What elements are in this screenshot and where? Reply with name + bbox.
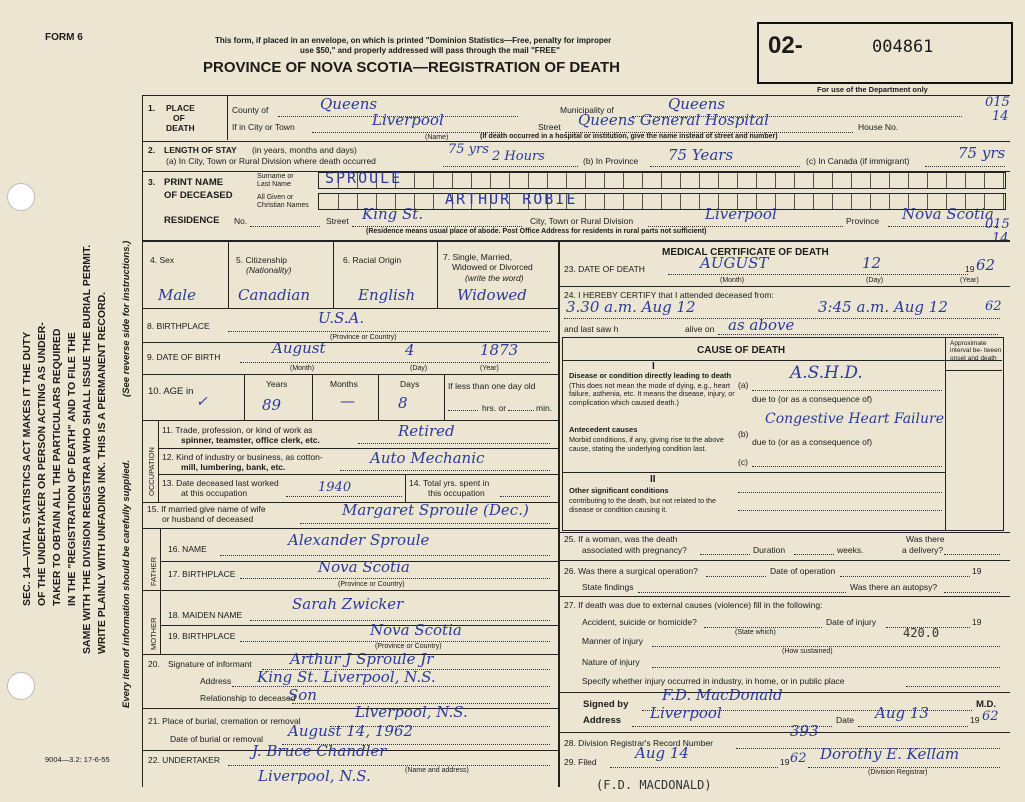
trade-label: spinner, teamster, office clerk, etc. (181, 435, 320, 445)
surname-field (318, 169, 1006, 189)
age-minutes-label: min. (536, 403, 553, 413)
name-caption: (Name) (425, 134, 449, 141)
spouse-label: or husband of deceased (162, 514, 254, 524)
municipality-label: Municipality of (560, 105, 614, 115)
mother-maiden-label: 18. MAIDEN NAME (168, 610, 243, 620)
letter-cell-divider (680, 194, 681, 209)
antecedent-label: Antecedent causes (569, 425, 638, 434)
department-use-label: For use of the Department only (817, 85, 928, 94)
father-birthplace-label: 17. BIRTHPLACE (168, 569, 236, 579)
informant-address-label: Address (200, 676, 232, 686)
letter-cell-divider (490, 173, 491, 188)
attended-to: 3:45 a.m. Aug 12 (818, 298, 948, 316)
residence-province-value: Nova Scotia (902, 205, 994, 223)
delivery-label: Was there (906, 534, 945, 544)
birthplace-label: 8. BIRTHPLACE (147, 321, 210, 331)
age-years-label: Years (266, 379, 288, 389)
place-label: DEATH (166, 123, 195, 133)
filed-date: Aug 14 (635, 744, 689, 762)
letter-cell-divider (718, 173, 719, 188)
father-birthplace-caption: (Province or Country) (338, 581, 405, 588)
informant-relationship-label: Relationship to deceased (200, 693, 296, 703)
surname-value: SPROULE (325, 169, 403, 187)
cause-a-value: A.S.H.D. (790, 363, 863, 383)
envelope-note: use $50," and properly addressed will pass through the mail "FREE" (300, 46, 560, 55)
findings-label: State findings (582, 582, 634, 592)
residence-city-label: City, Town or Rural Division (530, 216, 634, 226)
letter-cell-divider (471, 173, 472, 188)
residence-city-value: Liverpool (705, 205, 777, 223)
signed-by-label: Signed by (583, 699, 629, 710)
stay-b-value: 75 Years (668, 146, 734, 164)
age-days-value: 8 (398, 394, 408, 412)
letter-cell-divider (661, 173, 662, 188)
informant-signature-label: Signature of informant (168, 659, 252, 669)
dob-month: August (272, 339, 326, 357)
registration-number: 004861 (872, 37, 934, 57)
mother-birthplace-value: Nova Scotia (370, 621, 462, 639)
letter-cell-divider (832, 173, 833, 188)
attended-year: 62 (985, 299, 1002, 314)
sex-value: Male (158, 286, 196, 304)
marital-label: Widowed or Divorced (452, 262, 533, 272)
burial-place-label: 21. Place of burial, cremation or removal (148, 716, 301, 726)
letter-cell-divider (661, 194, 662, 209)
letter-cell-divider (642, 173, 643, 188)
place-note: (If death occurred in a hospital or institution, give the name instead of street and number) (480, 133, 778, 140)
letter-cell-divider (1003, 173, 1004, 188)
residence-no-label: No. (234, 216, 248, 226)
year-caption: (Year) (960, 277, 979, 284)
letter-cell-divider (699, 173, 700, 188)
pregnancy-label: associated with pregnancy? (582, 545, 687, 555)
trade-label: 11. Trade, profession, or kind of work as (162, 425, 313, 435)
letter-cell-divider (870, 194, 871, 209)
manner-label: Manner of injury (582, 636, 643, 646)
dob-year: 1873 (480, 341, 519, 359)
letter-cell-divider (623, 194, 624, 209)
stay-c-label: (c) In Canada (if immigrant) (806, 156, 910, 166)
letter-cell-divider (604, 194, 605, 209)
due-to-label: due to (or as a consequence of) (752, 437, 873, 447)
certify-label: 24. I HEREBY CERTIFY that I attended deceased from: (564, 290, 774, 300)
given-names-label: All Given or (257, 194, 294, 201)
side-instructions: SEC. 14—VITAL STATISTICS ACT MAKES IT THE DUTY (21, 331, 33, 606)
letter-cell-divider (775, 173, 776, 188)
state-which-caption: (State which) (735, 629, 776, 636)
accident-label: Accident, suicide or homicide? (582, 617, 697, 627)
age-days-label: Days (400, 379, 420, 389)
department-code: 14 (992, 231, 1009, 246)
cause-b-label: (b) (738, 429, 749, 439)
stay-a-value-2: 2 Hours (492, 149, 545, 164)
marital-value: Widowed (457, 286, 527, 304)
department-code: 015 (985, 217, 1010, 232)
department-code: 14 (992, 109, 1009, 124)
street-value: Queens General Hospital (578, 111, 769, 129)
letter-cell-divider (585, 173, 586, 188)
death-year: 62 (976, 256, 996, 274)
letter-cell-divider (414, 173, 415, 188)
residence-street-label: Street (326, 216, 349, 226)
md-label: M.D. (976, 699, 997, 710)
year-prefix: 19 (780, 757, 790, 767)
death-day: 12 (862, 254, 882, 272)
letter-cell-divider (889, 173, 890, 188)
city-label: If in City or Town (232, 122, 295, 132)
last-worked-label: 13. Date deceased last worked (162, 478, 279, 488)
residence-note: (Residence means usual place of abode. Post Office Address for residents in rural parts not sufficient) (366, 228, 707, 235)
alive-on-label: alive on (685, 324, 715, 334)
field-number: 2. (148, 145, 156, 155)
informant-relationship: Son (288, 686, 317, 704)
letter-cell-divider (1003, 194, 1004, 209)
month-caption: (Month) (290, 365, 315, 372)
antecedent-note: Morbid conditions, if any, giving rise to the above cause, stating the underlying condition last. (569, 435, 724, 453)
signature-date: Aug 13 (875, 704, 929, 722)
form-label: FORM 6 (45, 32, 83, 43)
street-label: Street (538, 122, 561, 132)
industry-label: 12. Kind of industry or business, as cotton- (162, 452, 323, 462)
letter-cell-divider (566, 173, 567, 188)
burial-place-value: Liverpool, N.S. (355, 703, 468, 721)
side-instructions: WRITE PLAINLY WITH UNFADING INK. THIS IS A PERMANENT RECORD. (96, 291, 108, 654)
filed-year: 62 (790, 751, 807, 766)
letter-cell-divider (851, 194, 852, 209)
dob-label: 9. DATE OF BIRTH (147, 352, 221, 362)
year-caption: (Year) (480, 365, 499, 372)
citizenship-caption: (Nationality) (246, 265, 292, 275)
municipality-value: Queens (668, 95, 726, 113)
year-prefix: 19 (970, 715, 980, 725)
physician-address-label: Address (583, 715, 622, 726)
letter-cell-divider (851, 173, 852, 188)
filed-label: 29. Filed (564, 757, 597, 767)
surname-label: Surname or (257, 173, 294, 180)
attended-from: 3.30 a.m. Aug 12 (566, 298, 696, 316)
birthplace-caption: (Province or Country) (330, 334, 397, 341)
form-title: PROVINCE OF NOVA SCOTIA—REGISTRATION OF DEATH (203, 59, 620, 76)
stay-c-value: 75 yrs (958, 144, 1006, 162)
letter-cell-divider (680, 173, 681, 188)
field-number: 1. (148, 103, 156, 113)
place-label: PLACE (166, 103, 195, 113)
year-prefix: 19 (965, 264, 975, 274)
letter-cell-divider (509, 173, 510, 188)
registration-prefix: 02- (768, 32, 803, 59)
undertaker-address: Liverpool, N.S. (258, 767, 371, 785)
physician-address: Liverpool (650, 704, 722, 722)
mother-maiden-value: Sarah Zwicker (292, 595, 404, 613)
letter-cell-divider (946, 173, 947, 188)
residence-label: RESIDENCE (164, 215, 220, 226)
registrar-signature: Dorothy E. Kellam (820, 745, 960, 763)
operation-date-label: Date of operation (770, 566, 836, 576)
letter-cell-divider (737, 173, 738, 188)
signature-date-label: Date (836, 715, 854, 725)
letter-cell-divider (889, 194, 890, 209)
name-label: PRINT NAME (164, 177, 224, 188)
county-label: County of (232, 105, 269, 115)
spouse-label: 15. If married give name of wife (147, 504, 266, 514)
undertaker-name: J. Bruce Chandler (252, 742, 387, 760)
marital-label: 7. Single, Married, (443, 252, 512, 262)
letter-cell-divider (699, 194, 700, 209)
weeks-label: weeks. (837, 545, 864, 555)
age-label: 10. AGE in (148, 386, 194, 397)
mother-birthplace-label: 19. BIRTHPLACE (168, 631, 236, 641)
side-instructions: IN THE "REGISTRATION OF DEATH" AND TO FILE THE (66, 332, 78, 606)
death-month: AUGUST (700, 254, 769, 272)
other-conditions-note: contributing to the death, but not related to the disease or condition causing it. (569, 496, 717, 514)
given-names-label: Christian Names (257, 202, 309, 209)
delivery-label: a delivery? (902, 545, 944, 555)
age-hours-label: hrs. or (482, 403, 507, 413)
age-under-day-label: If less than one day old (448, 381, 536, 391)
county-value: Queens (320, 95, 378, 113)
year-prefix: 19 (972, 566, 982, 576)
side-instructions: TAKER TO OBTAIN ALL THE PARTICULARS REQUIRED (51, 328, 63, 606)
letter-cell-divider (547, 173, 548, 188)
letter-cell-divider (604, 173, 605, 188)
letter-cell-divider (927, 173, 928, 188)
autopsy-label: Was there an autopsy? (850, 582, 938, 592)
letter-cell-divider (623, 173, 624, 188)
last-worked-value: 1940 (318, 480, 352, 495)
letter-cell-divider (794, 194, 795, 209)
medical-certificate-title: MEDICAL CERTIFICATE OF DEATH (662, 247, 829, 258)
stay-b-label: (b) In Province (583, 156, 639, 166)
cause-b-value: Congestive Heart Failure (765, 411, 945, 427)
residence-street-value: King St. (362, 205, 424, 223)
surname-label: Last Name (257, 181, 291, 188)
age-checkmark: ✓ (196, 394, 208, 410)
pregnancy-label: 25. If a woman, was the death (564, 534, 678, 544)
physician-stamp: (F.D. MACDONALD) (596, 778, 712, 792)
place-label: OF (173, 113, 185, 123)
burial-date-value: August 14, 1962 (288, 722, 414, 740)
total-years-label: this occupation (428, 488, 485, 498)
undertaker-caption: (Name and address) (405, 767, 469, 774)
immediate-cause-label: Disease or condition directly leading to death (569, 371, 732, 380)
letter-cell-divider (433, 173, 434, 188)
letter-cell-divider (357, 194, 358, 209)
letter-cell-divider (452, 173, 453, 188)
how-sustained-caption: (How sustained) (782, 648, 833, 655)
stay-a-label: (a) In City, Town or Rural Division where death occurred (166, 156, 376, 166)
letter-cell-divider (528, 173, 529, 188)
cause-c-label: (c) (738, 457, 748, 467)
letter-cell-divider (433, 194, 434, 209)
stay-a-value: 75 yrs (448, 142, 489, 157)
day-caption: (Day) (410, 365, 428, 372)
citizenship-value: Canadian (238, 286, 311, 304)
record-number: 393 (790, 722, 819, 740)
industry-value: Auto Mechanic (370, 449, 485, 467)
registrar-caption: (Division Registrar) (868, 769, 928, 776)
side-instructions: SAME WITH THE DIVISION REGISTRAR WHO SHALL ISSUE THE BURIAL PERMIT. (81, 244, 93, 654)
interval-label: Approximate interval be- tween onset and death (950, 340, 1002, 362)
letter-cell-divider (908, 173, 909, 188)
form-code: 9004—3.2: 17-6-55 (45, 755, 110, 764)
residence-province-label: Province (846, 216, 880, 226)
last-worked-label: at this occupation (181, 488, 248, 498)
racial-origin-label: 6. Racial Origin (343, 255, 402, 265)
physician-signature: F.D. MacDonald (662, 686, 783, 704)
trade-value: Retired (398, 422, 455, 440)
immediate-cause-note: (This does not mean the mode of dying, e.g., heart failure, asthenia, etc. It means the disease, injury, or complication which caused death.) (569, 381, 735, 407)
nature-label: Nature of injury (582, 657, 640, 667)
age-months-value: — (340, 392, 355, 410)
spouse-value: Margaret Sproule (Dec.) (342, 501, 529, 519)
letter-cell-divider (338, 194, 339, 209)
year-prefix: 19 (972, 617, 982, 627)
informant-address: King St. Liverpool, N.S. (257, 668, 436, 686)
envelope-note: This form, if placed in an envelope, on which is printed "Dominion Statistics—Free, penalty for improper (215, 36, 612, 45)
father-birthplace-value: Nova Scotia (318, 558, 410, 576)
record-number-label: 28. Division Registrar's Record Number (564, 738, 714, 748)
racial-origin-value: English (358, 286, 416, 304)
letter-cell-divider (832, 194, 833, 209)
industry-label: mill, lumbering, bank, etc. (181, 462, 286, 472)
citizenship-label: 5. Citizenship (236, 255, 288, 265)
city-value: Liverpool (372, 111, 444, 129)
marital-label: (write the word) (465, 273, 524, 283)
father-name-label: 16. NAME (168, 544, 207, 554)
injury-location-label: Specify whether injury occurred in industry, in home, or in public place (582, 676, 845, 686)
occupation-group-label: OCCUPATION (147, 447, 156, 496)
undertaker-label: 22. UNDERTAKER (148, 755, 220, 765)
side-instructions: Every item of information should be carefully supplied. (121, 459, 132, 708)
day-caption: (Day) (866, 277, 884, 284)
cause-a-label: (a) (738, 380, 749, 390)
age-months-label: Months (330, 379, 358, 389)
letter-cell-divider (984, 173, 985, 188)
punch-hole (7, 672, 35, 700)
age-years-value: 89 (262, 396, 282, 414)
mother-group-label: MOTHER (149, 617, 158, 650)
stay-detail: (in years, months and days) (252, 145, 357, 155)
sex-label: 4. Sex (150, 255, 175, 265)
part-2-label: II (650, 474, 656, 485)
total-years-label: 14. Total yrs. spent in (409, 478, 490, 488)
other-conditions-label: Other significant conditions (569, 486, 669, 495)
letter-cell-divider (813, 194, 814, 209)
father-group-label: FATHER (149, 556, 158, 586)
side-instructions: (See reverse side for instructions.) (121, 240, 132, 397)
letter-cell-divider (965, 173, 966, 188)
house-label: House No. (858, 122, 899, 132)
letter-cell-divider (585, 194, 586, 209)
letter-cell-divider (642, 194, 643, 209)
department-code: 015 (985, 95, 1010, 110)
name-label: OF DECEASED (164, 190, 233, 201)
surgery-label: 26. Was there a surgical operation? (564, 566, 698, 576)
duration-label: Duration (753, 545, 786, 555)
letter-cell-divider (756, 173, 757, 188)
signature-year: 62 (982, 709, 999, 724)
father-name-value: Alexander Sproule (288, 531, 430, 549)
burial-date-label: Date of burial or removal (170, 734, 264, 744)
side-instructions: OF THE UNDERTAKER OR PERSON ACTING AS UNDER- (36, 322, 48, 606)
due-to-label: due to (or as a consequence of) (752, 394, 873, 404)
given-names-value: ARTHUR ROBIE (445, 190, 578, 208)
injury-date-label: Date of injury (826, 617, 877, 627)
external-causes-label: 27. If death was due to external causes (violence) fill in the following: (564, 600, 823, 610)
informant-signature: Arthur J Sproule Jr (290, 650, 434, 668)
cause-title: CAUSE OF DEATH (697, 345, 786, 356)
stay-label: LENGTH OF STAY (164, 145, 237, 155)
letter-cell-divider (794, 173, 795, 188)
classification-code: 420.0 (903, 626, 940, 640)
letter-cell-divider (813, 173, 814, 188)
last-saw-label: and last saw h (564, 324, 619, 334)
dob-day: 4 (405, 341, 415, 359)
punch-hole (7, 183, 35, 211)
month-caption: (Month) (720, 277, 745, 284)
birthplace-value: U.S.A. (318, 309, 365, 327)
alive-on-value: as above (728, 316, 795, 334)
part-1-label: I (652, 361, 655, 372)
letter-cell-divider (870, 173, 871, 188)
death-date-label: 23. DATE OF DEATH (564, 264, 645, 274)
field-number: 3. (148, 177, 156, 187)
field-number: 20. (148, 659, 160, 669)
mother-birthplace-caption: (Province or Country) (375, 643, 442, 650)
